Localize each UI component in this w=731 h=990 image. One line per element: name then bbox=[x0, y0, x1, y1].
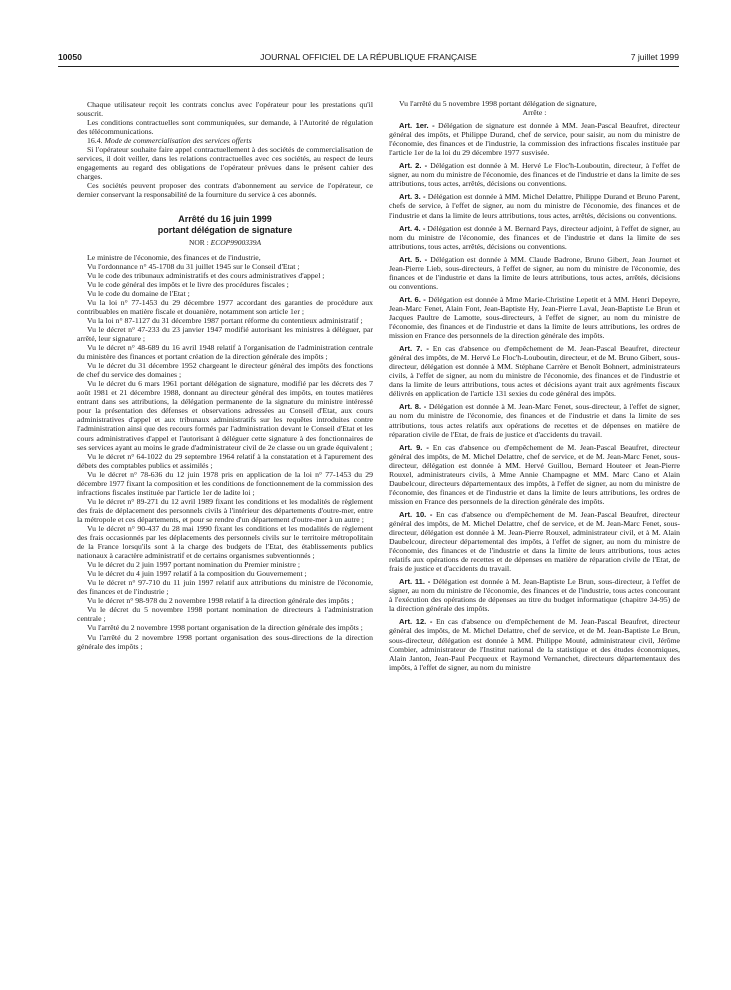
article-label: Art. 1er. - bbox=[399, 121, 435, 131]
article-label: Art. 7. - bbox=[399, 344, 429, 354]
visa-item: Vu le code général des impôts et le livre des procédures fiscales ; bbox=[87, 279, 289, 289]
article-text: Délégation est donnée à MM. Claude Badrone, Bruno Gibert, Jean Journet et Jean-Pierre Lieb, sous-directeurs, à l'effet de signer, au nom du ministre de l'économie, des finances et de l'industrie et dans la limite de leurs attributions, tous actes, arrêtés, décisions ou conventions. bbox=[389, 254, 680, 291]
visa-item: Vu la loi n° 77-1453 du 29 décembre 1977 accordant des garanties de procédure aux contribuables en matière fiscale et douanière, notamment son article 1er ; bbox=[77, 297, 373, 316]
visa-item: Vu le décret n° 47-233 du 23 janvier 1947 modifié autorisant les ministres à déléguer, par arrêté, leur signature ; bbox=[77, 324, 373, 343]
article-7 bbox=[389, 344, 680, 398]
arrete-title-line-2: portant délégation de signature bbox=[157, 224, 293, 235]
article-2 bbox=[389, 161, 680, 188]
article-11 bbox=[389, 577, 680, 613]
arrete-word: Arrête : bbox=[522, 108, 547, 118]
header-rule bbox=[58, 66, 679, 67]
article-text: Délégation est donnée à Mme Marie-Christine Lepetit et à MM. Henri Depeyre, Jean-Marc Fenet, Alain Font, Jean-Baptiste Hy, Jean-Pierre Laval, Jean-Baptiste Le Brun et Jacques Paultre de Lamotte, sous-directeurs, à l'effet de signer, au nom du ministre de l'économie, des finances et de l'industrie et dans la limite de leurs attributions, les ordres de mission en France des personnels de la direction générale des impôts. bbox=[389, 294, 680, 341]
article-9 bbox=[389, 443, 680, 506]
last-visa: Vu l'arrêté du 5 novembre 1998 portant délégation de signature, bbox=[399, 99, 597, 108]
article-text: Délégation est donnée à M. Hervé Le Floc'h-Louboutin, directeur, à l'effet de signer, au nom du ministre de l'économie, des finances et de l'industrie et dans la limite de ses attributions, tous actes, arrêtés, décisions ou conventions. bbox=[389, 161, 681, 189]
arrete-title bbox=[77, 214, 373, 236]
article-label: Art. 9. - bbox=[399, 442, 429, 452]
article-text: Délégation est donnée à M. Jean-Baptiste Le Brun, sous-directeur, à l'effet de signer, au nom du ministre de l'économie, des finances et de l'industrie, tous actes concourant à l'exécution des opérations de dépenses au titre du budget informatique (chapitre 34-95) de la direction générale des impôts. bbox=[389, 577, 681, 614]
nor-code: ECOP9900339A bbox=[210, 237, 262, 247]
section-title: Mode de commercialisation des services offerts bbox=[104, 136, 252, 146]
article-6 bbox=[389, 295, 680, 340]
visa-item: Vu l'arrêté du 2 novembre 1998 portant organisation de la direction générale des impôts ; bbox=[87, 623, 363, 633]
article-text: Délégation est donnée à M. Bernard Pays, directeur adjoint, à l'effet de signer, au nom du ministre de l'économie, des finances et de l'industrie et dans la limite de ses attributions, tous actes, arrêtés, décisions ou conventions. bbox=[389, 223, 680, 251]
article-4 bbox=[389, 224, 680, 251]
article-text: En cas d'absence ou d'empêchement de M. Jean-Pascal Beaufret, directeur général des impôts, de M. Michel Delattre, chef de service, et de M. Jean-Marc Fenet, sous-directeur, délégation est donnée à M. Jean-Pierre Rouxel, administrateur civil, et à M. Alain Daubelcour, directeur départemental des impôts, à l'effet de signer, au nom du ministre de l'économie, des finances et de l'industrie et dans la limite de leurs attributions, tous actes relatifs aux opérations de recettes et de dépenses en matière de réparation civile de l'Etat, de frais de justice et d'accidents du travail. bbox=[389, 509, 680, 574]
article-text: En cas d'absence ou d'empêchement de M. Jean-Pascal Beaufret, directeur général des impôts, de M. Hervé Le Floc'h-Louboutin, directeur, et de M. Bruno Gibert, sous-directeur, délégation est donnée à MM. Stéphane Carrère et Benoît Bohnert, administrateurs civils, à l'effet de signer, au nom du ministre de l'économie, des finances et de l'industrie et dans la limite de leurs attributions, tous actes et décisions ayant trait aux agréments fiscaux délivrés en application de l'article 131 sexies du code général des impôts. bbox=[389, 344, 680, 399]
article-8 bbox=[389, 402, 680, 438]
page-header bbox=[58, 52, 679, 66]
article-label: Art. 4. - bbox=[399, 223, 426, 233]
visa-item: Vu le décret du 31 décembre 1952 chargeant le directeur général des impôts des fonctions de chef du service des domaines ; bbox=[77, 361, 373, 380]
right-column bbox=[389, 99, 680, 672]
visa-item: Vu le décret n° 48-689 du 16 avril 1948 relatif à l'organisation de l'administration centrale du ministère des finances et portant création de la direction générale des impôts ; bbox=[77, 343, 373, 362]
intro-paragraph-1: Chaque utilisateur reçoit les contrats conclus avec l'opérateur pour les prestations qu'il souscrit. bbox=[77, 100, 373, 119]
article-10 bbox=[389, 510, 680, 573]
article-5 bbox=[389, 255, 680, 291]
article-3 bbox=[389, 192, 680, 219]
nor-reference bbox=[77, 238, 373, 247]
visa-item: Vu le décret n° 89-271 du 12 avril 1989 fixant les conditions et les modalités de règlement des frais de déplacement des personnels civils à l'intérieur des départements d'outre-mer, entre la métropole et ces départements, et pour se rendre d'un département d'outre-mer à un autre ; bbox=[77, 496, 373, 524]
article-text: En cas d'absence ou d'empêchement de M. Jean-Pascal Beaufret, directeur général des impôts, de M. Michel Delattre, chef de service, et de M. Jean-Baptiste Le Brun, sous-directeur, délégation est donnée à MM. Philippe Mouté, administrateur civil, Jérôme Combier, administrateur de l'Institut national de la statistique et des études économiques, Alain Janton, Jean-Paul Pecqueux et Raymond Vernanchet, directeurs départementaux des impôts, à l'effet de signer, au nom du ministre bbox=[389, 617, 680, 672]
article-label: Art. 11. - bbox=[399, 577, 431, 587]
visa-item: Vu l'ordonnance n° 45-1708 du 31 juillet 1945 sur le Conseil d'Etat ; bbox=[87, 261, 300, 271]
visa-item: Vu le code du domaine de l'Etat ; bbox=[87, 288, 190, 298]
nor-label: NOR : bbox=[188, 237, 209, 247]
article-text: Délégation est donnée à M. Jean-Marc Fenet, sous-directeur, à l'effet de signer, au nom du ministre de l'économie, des finances et de l'industrie et dans la limite de ses attributions, tous actes relatifs aux opérations de recettes et de dépenses en matière de réparation civile de l'Etat, de frais de justice et d'accidents du travail. bbox=[389, 402, 680, 439]
intro-paragraph-2: Les conditions contractuelles sont communiquées, sur demande, à l'Autorité de régulation des télécommunications. bbox=[77, 118, 373, 137]
section-number: 16.4. bbox=[87, 136, 103, 146]
visa-item: Vu le décret n° 64-1022 du 29 septembre 1964 relatif à la constatation et à l'apurement des débets des comptables publics et assimilés ; bbox=[77, 451, 373, 470]
visa-item: Vu le décret n° 78-636 du 12 juin 1978 pris en application de la loi n° 77-1453 du 29 décembre 1977 fixant la composition et les conditions de fonctionnement de la commission des infractions fiscales instituée par l'article 1er de ladite loi ; bbox=[77, 469, 373, 497]
visa-item: Vu le décret du 5 novembre 1998 portant nomination de directeurs à l'administration centrale ; bbox=[77, 605, 373, 624]
section-heading bbox=[77, 136, 373, 145]
arrete-title-line-1: Arrêté du 16 juin 1999 bbox=[178, 213, 272, 224]
article-1 bbox=[389, 121, 680, 157]
article-12 bbox=[389, 617, 680, 671]
visa-item: Vu le décret du 2 juin 1997 portant nomination du Premier ministre ; bbox=[87, 560, 301, 570]
visa-item: Vu la loi n° 87-1127 du 31 décembre 1987 portant réforme du contentieux administratif ; bbox=[87, 315, 363, 325]
article-label: Art. 10. - bbox=[399, 509, 433, 519]
article-label: Art. 2. - bbox=[399, 161, 428, 171]
visa-item: Vu le décret n° 90-437 du 28 mai 1990 fixant les conditions et les modalités de règlement des frais occasionnés par les déplacements des personnels civils sur le territoire métropolitain de la France lorsqu'ils sont à la charge des budgets de l'Etat, des établissements publics nationaux à caractère administratif et de certains organismes subventionnés ; bbox=[77, 523, 373, 561]
visa-item: Le ministre de l'économie, des finances et de l'industrie, bbox=[87, 252, 261, 262]
article-label: Art. 12. - bbox=[399, 617, 433, 627]
journal-title: JOURNAL OFFICIEL DE LA RÉPUBLIQUE FRANÇAISE bbox=[260, 52, 477, 62]
article-text: Délégation est donnée à MM. Michel Delattre, Philippe Durand et Bruno Parent, chefs de service, à l'effet de signer, au nom du ministre de l'économie, des finances et de l'industrie et dans la limite de leurs attributions, tous actes, arrêtés, décisions ou conventions. bbox=[389, 192, 680, 220]
article-label: Art. 8. - bbox=[399, 402, 427, 412]
article-label: Art. 3. - bbox=[399, 192, 426, 202]
section-paragraph-2: Ces sociétés peuvent proposer des contrats d'abonnement au service de l'opérateur, ce dernier conservant la responsabilité de la fourniture du service à ces abonnés. bbox=[77, 181, 373, 200]
visa-item: Vu le décret du 4 juin 1997 relatif à la composition du Gouvernement ; bbox=[87, 569, 307, 579]
page-number: 10050 bbox=[58, 52, 82, 62]
section-paragraph-1: Si l'opérateur souhaite faire appel contractuellement à des sociétés de commercialisation de services, il doit veiller, dans les relations contractuelles avec ces sociétés, au respect de leurs engagements au regard des obligations de l'opérateur prévues dans le présent cahier des charges. bbox=[77, 145, 373, 182]
visa-item: Vu le décret n° 97-710 du 11 juin 1997 relatif aux attributions du ministre de l'économie, des finances et de l'industrie ; bbox=[77, 578, 373, 597]
visa-item: Vu le décret du 6 mars 1961 portant délégation de signature, modifié par les décrets des 7 août 1981 et 21 décembre 1988, donnant au directeur général des impôts, en toutes matières entrant dans ses attributions, la délégation permanente de la signature du ministre intéressé pour la présentation des défenses et observations adressées au Conseil d'Etat, aux cours administratives d'appel et aux tribunaux administratifs sur les requêtes introduites contre l'administration ainsi que des recours formés par l'administration devant le Conseil d'Etat et les cours administratives d'appel et l'autorisant à déléguer cette signature à des fonctionnaires de ses services ayant au moins le grade d'administrateur civil de 2e classe ou un grade équivalent ; bbox=[77, 379, 373, 452]
issue-date: 7 juillet 1999 bbox=[630, 52, 679, 62]
article-label: Art. 6. - bbox=[399, 294, 426, 304]
visa-item: Vu l'arrêté du 2 novembre 1998 portant organisation des sous-directions de la direction générale des impôts ; bbox=[77, 632, 373, 651]
visa-item: Vu le code des tribunaux administratifs et des cours administratives d'appel ; bbox=[87, 270, 325, 280]
left-column bbox=[77, 100, 373, 651]
article-text: En cas d'absence ou d'empêchement de M. Jean-Pascal Beaufret, directeur général des impôts, de M. Michel Delattre, chef de service, et de M. Jean-Marc Fenet, sous-directeur, délégation est donnée à MM. Hervé Guillou, Bernard Houteer et Jean-Pierre Rouxel, administrateurs civils, à Mme Annie Champagne et MM. Marc Cano et Alain Daubelcour, directeurs départementaux des impôts, à l'effet de signer, au nom du ministre de l'économie, des finances et de l'industrie et dans la limite de leurs attributions, les ordres de mission en France des personnels de la direction générale des impôts. bbox=[389, 442, 680, 506]
visa-list bbox=[77, 253, 373, 651]
visa-item: Vu le décret n° 98-978 du 2 novembre 1998 relatif à la direction générale des impôts ; bbox=[87, 596, 354, 606]
article-text: Délégation de signature est donnée à MM. Jean-Pascal Beaufret, directeur général des impôts, et Philippe Durand, chef de service, pour saisir, au nom du ministre de l'économie, des finances et de l'industrie, la commission des infractions fiscales instituée par l'article 1er de la loi du 29 décembre 1977 susvisée. bbox=[389, 121, 680, 158]
article-label: Art. 5. - bbox=[399, 254, 428, 264]
